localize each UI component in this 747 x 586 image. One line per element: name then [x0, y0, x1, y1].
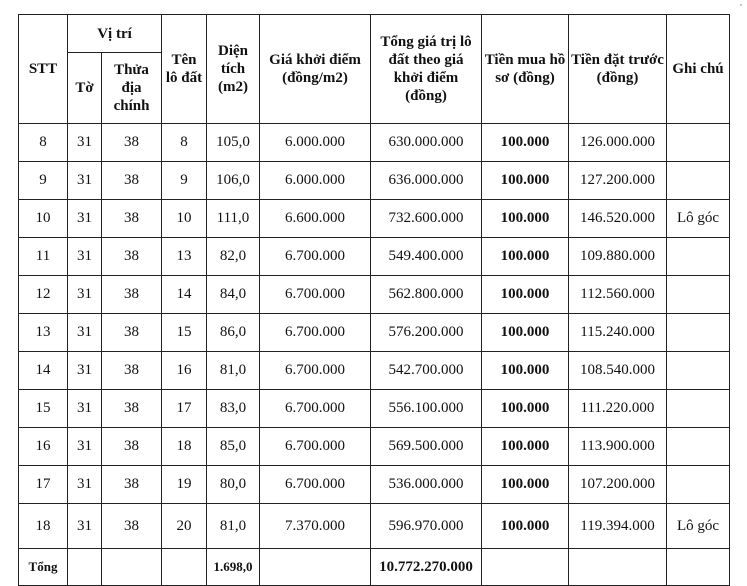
table-row	[19, 314, 730, 352]
scan-speck	[740, 4, 742, 6]
cell-tien-dat-truoc: 127.200.000	[569, 162, 667, 200]
cell-ghi-chu	[667, 352, 730, 390]
cell-tong-gia-tri: 576.200.000	[371, 314, 482, 352]
cell-dien-tich: 81,0	[207, 504, 260, 549]
cell-tong-gia-tri: 732.600.000	[371, 200, 482, 238]
cell-stt: 17	[19, 466, 68, 504]
cell-to: 31	[68, 314, 102, 352]
cell-gia-khoi-diem: 6.700.000	[260, 466, 371, 504]
cell-thua: 38	[102, 238, 162, 276]
total-label: Tổng	[19, 549, 68, 586]
cell-dien-tich: 83,0	[207, 390, 260, 428]
cell-tien-dat-truoc: 115.240.000	[569, 314, 667, 352]
cell-thua: 38	[102, 200, 162, 238]
header-stt: STT	[19, 15, 68, 124]
cell-tien-mua-ho-so: 100.000	[482, 352, 569, 390]
cell-stt: 12	[19, 276, 68, 314]
cell-ghi-chu	[667, 390, 730, 428]
cell-thua: 38	[102, 276, 162, 314]
cell-stt: 10	[19, 200, 68, 238]
cell-to: 31	[68, 504, 102, 549]
table-row	[19, 124, 730, 162]
table-row	[19, 352, 730, 390]
cell-to: 31	[68, 124, 102, 162]
header-to: Tờ	[68, 53, 102, 124]
cell-lo: 17	[162, 390, 207, 428]
cell-stt: 13	[19, 314, 68, 352]
cell-lo: 14	[162, 276, 207, 314]
cell-ghi-chu	[667, 428, 730, 466]
cell-thua: 38	[102, 352, 162, 390]
cell-tong-gia-tri: 536.000.000	[371, 466, 482, 504]
total-tong-gia-tri: 10.772.270.000	[371, 549, 482, 586]
cell-tien-dat-truoc: 107.200.000	[569, 466, 667, 504]
cell-gia-khoi-diem: 6.700.000	[260, 390, 371, 428]
table-row	[19, 504, 730, 549]
table-row	[19, 238, 730, 276]
cell-ghi-chu	[667, 124, 730, 162]
cell-thua: 38	[102, 124, 162, 162]
cell-thua: 38	[102, 466, 162, 504]
cell-dien-tich: 106,0	[207, 162, 260, 200]
table-row	[19, 162, 730, 200]
cell-gia-khoi-diem: 6.700.000	[260, 238, 371, 276]
cell-stt: 9	[19, 162, 68, 200]
cell-tien-dat-truoc: 119.394.000	[569, 504, 667, 549]
cell-tong-gia-tri: 636.000.000	[371, 162, 482, 200]
cell-to: 31	[68, 352, 102, 390]
cell-tien-dat-truoc: 126.000.000	[569, 124, 667, 162]
header-tien-mua-ho-so: Tiền mua hồ sơ (đồng)	[482, 15, 569, 124]
cell-ghi-chu	[667, 162, 730, 200]
cell-tien-mua-ho-so: 100.000	[482, 238, 569, 276]
cell-dien-tich: 81,0	[207, 352, 260, 390]
cell-tong-gia-tri: 630.000.000	[371, 124, 482, 162]
cell-tien-mua-ho-so: 100.000	[482, 124, 569, 162]
cell-to: 31	[68, 428, 102, 466]
cell-to: 31	[68, 466, 102, 504]
cell-lo: 9	[162, 162, 207, 200]
cell-tien-mua-ho-so: 100.000	[482, 504, 569, 549]
cell-ghi-chu	[667, 314, 730, 352]
cell-tong-gia-tri: 569.500.000	[371, 428, 482, 466]
cell-stt: 16	[19, 428, 68, 466]
cell-thua: 38	[102, 504, 162, 549]
total-dien-tich: 1.698,0	[207, 549, 260, 586]
cell-tien-mua-ho-so: 100.000	[482, 200, 569, 238]
cell-thua: 38	[102, 428, 162, 466]
cell-lo: 10	[162, 200, 207, 238]
table-row	[19, 390, 730, 428]
cell-ghi-chu: Lô góc	[667, 504, 730, 549]
cell-tong-gia-tri: 562.800.000	[371, 276, 482, 314]
cell-tien-dat-truoc: 111.220.000	[569, 390, 667, 428]
cell-stt: 15	[19, 390, 68, 428]
cell-ghi-chu: Lô góc	[667, 200, 730, 238]
cell-tong-gia-tri: 596.970.000	[371, 504, 482, 549]
cell-lo: 13	[162, 238, 207, 276]
cell-tien-mua-ho-so: 100.000	[482, 314, 569, 352]
header-ghi-chu: Ghi chú	[667, 15, 730, 124]
cell-tong-gia-tri: 542.700.000	[371, 352, 482, 390]
cell-tien-dat-truoc: 113.900.000	[569, 428, 667, 466]
table-row	[19, 428, 730, 466]
table-row	[19, 466, 730, 504]
cell-tien-dat-truoc: 108.540.000	[569, 352, 667, 390]
header-tien-dat-truoc: Tiền đặt trước (đồng)	[569, 15, 667, 124]
cell-lo: 20	[162, 504, 207, 549]
cell-tien-mua-ho-so: 100.000	[482, 466, 569, 504]
cell-to: 31	[68, 162, 102, 200]
cell-tien-mua-ho-so: 100.000	[482, 162, 569, 200]
cell-gia-khoi-diem: 6.700.000	[260, 428, 371, 466]
cell-stt: 14	[19, 352, 68, 390]
cell-to: 31	[68, 276, 102, 314]
cell-tien-mua-ho-so: 100.000	[482, 276, 569, 314]
cell-dien-tich: 111,0	[207, 200, 260, 238]
cell-to: 31	[68, 390, 102, 428]
cell-lo: 18	[162, 428, 207, 466]
cell-dien-tich: 80,0	[207, 466, 260, 504]
cell-dien-tich: 85,0	[207, 428, 260, 466]
cell-gia-khoi-diem: 6.700.000	[260, 314, 371, 352]
cell-lo: 15	[162, 314, 207, 352]
cell-ghi-chu	[667, 276, 730, 314]
cell-thua: 38	[102, 162, 162, 200]
header-gia-khoi-diem: Giá khởi điểm (đồng/m2)	[260, 15, 371, 124]
cell-thua: 38	[102, 314, 162, 352]
cell-thua: 38	[102, 390, 162, 428]
table-row	[19, 276, 730, 314]
cell-stt: 18	[19, 504, 68, 549]
cell-ghi-chu	[667, 466, 730, 504]
cell-ghi-chu	[667, 238, 730, 276]
cell-dien-tich: 105,0	[207, 124, 260, 162]
header-tong-gia-tri: Tổng giá trị lô đất theo giá khởi điểm (đồng)	[371, 15, 482, 124]
total-row	[19, 549, 730, 586]
cell-dien-tich: 82,0	[207, 238, 260, 276]
header-thua-dia-chinh: Thửa địa chính	[102, 53, 162, 124]
cell-gia-khoi-diem: 6.700.000	[260, 276, 371, 314]
cell-gia-khoi-diem: 6.000.000	[260, 162, 371, 200]
cell-tien-dat-truoc: 146.520.000	[569, 200, 667, 238]
cell-dien-tich: 86,0	[207, 314, 260, 352]
header-dien-tich: Diện tích (m2)	[207, 15, 260, 124]
cell-to: 31	[68, 200, 102, 238]
cell-tien-mua-ho-so: 100.000	[482, 428, 569, 466]
cell-gia-khoi-diem: 6.700.000	[260, 352, 371, 390]
cell-gia-khoi-diem: 7.370.000	[260, 504, 371, 549]
cell-gia-khoi-diem: 6.000.000	[260, 124, 371, 162]
land-auction-table	[18, 14, 730, 586]
cell-to: 31	[68, 238, 102, 276]
cell-lo: 8	[162, 124, 207, 162]
cell-tien-mua-ho-so: 100.000	[482, 390, 569, 428]
cell-tong-gia-tri: 556.100.000	[371, 390, 482, 428]
cell-lo: 19	[162, 466, 207, 504]
cell-tien-dat-truoc: 109.880.000	[569, 238, 667, 276]
table-body	[19, 124, 730, 549]
header-ten-lo-dat: Tên lô đất	[162, 15, 207, 124]
cell-tien-dat-truoc: 112.560.000	[569, 276, 667, 314]
table-row	[19, 200, 730, 238]
cell-dien-tich: 84,0	[207, 276, 260, 314]
cell-tong-gia-tri: 549.400.000	[371, 238, 482, 276]
header-vi-tri: Vị trí	[68, 15, 162, 53]
cell-lo: 16	[162, 352, 207, 390]
cell-stt: 8	[19, 124, 68, 162]
cell-stt: 11	[19, 238, 68, 276]
cell-gia-khoi-diem: 6.600.000	[260, 200, 371, 238]
